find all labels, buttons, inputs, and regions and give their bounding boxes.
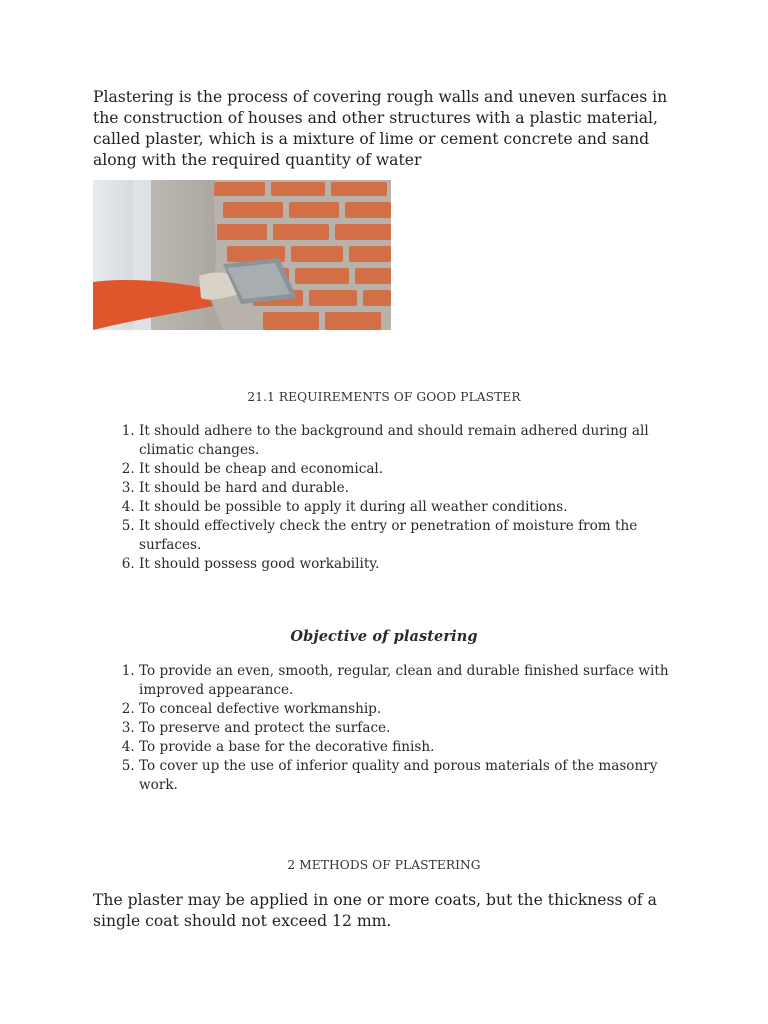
requirements-heading: 21.1 REQUIREMENTS OF GOOD PLASTER	[247, 390, 521, 404]
list-item: 5. To cover up the use of inferior quality and porous materials of the masonry work.	[139, 757, 699, 795]
list-item: 4. To provide a base for the decorative finish.	[139, 738, 699, 757]
plastering-photo	[93, 180, 391, 330]
methods-heading: 2 METHODS OF PLASTERING	[287, 858, 481, 872]
list-item: 3. To preserve and protect the surface.	[139, 719, 699, 738]
list-item: 3. It should be hard and durable.	[139, 479, 699, 498]
list-item: 4. It should be possible to apply it during all weather conditions.	[139, 498, 699, 517]
objectives-heading: Objective of plastering	[290, 628, 478, 645]
list-item: 2. To conceal defective workmanship.	[139, 700, 699, 719]
requirements-list	[93, 422, 699, 574]
list-item: 1. To provide an even, smooth, regular, clean and durable finished surface with improved appearance.	[139, 662, 699, 700]
list-item: 1. It should adhere to the background and should remain adhered during all climatic changes.	[139, 422, 699, 460]
list-item: 2. It should be cheap and economical.	[139, 460, 699, 479]
objectives-list	[93, 662, 699, 795]
methods-paragraph: The plaster may be applied in one or more coats, but the thickness of a single coat should not exceed 12 mm.	[93, 891, 657, 930]
list-item: 5. It should effectively check the entry or penetration of moisture from the surfaces.	[139, 517, 699, 555]
list-item: 6. It should possess good workability.	[139, 555, 699, 574]
intro-paragraph: Plastering is the process of covering rough walls and uneven surfaces in the construction of houses and other structures with a plastic material, called plaster, which is a mixture of lime or cement concrete and sand along with the required quantity of water	[93, 88, 668, 169]
